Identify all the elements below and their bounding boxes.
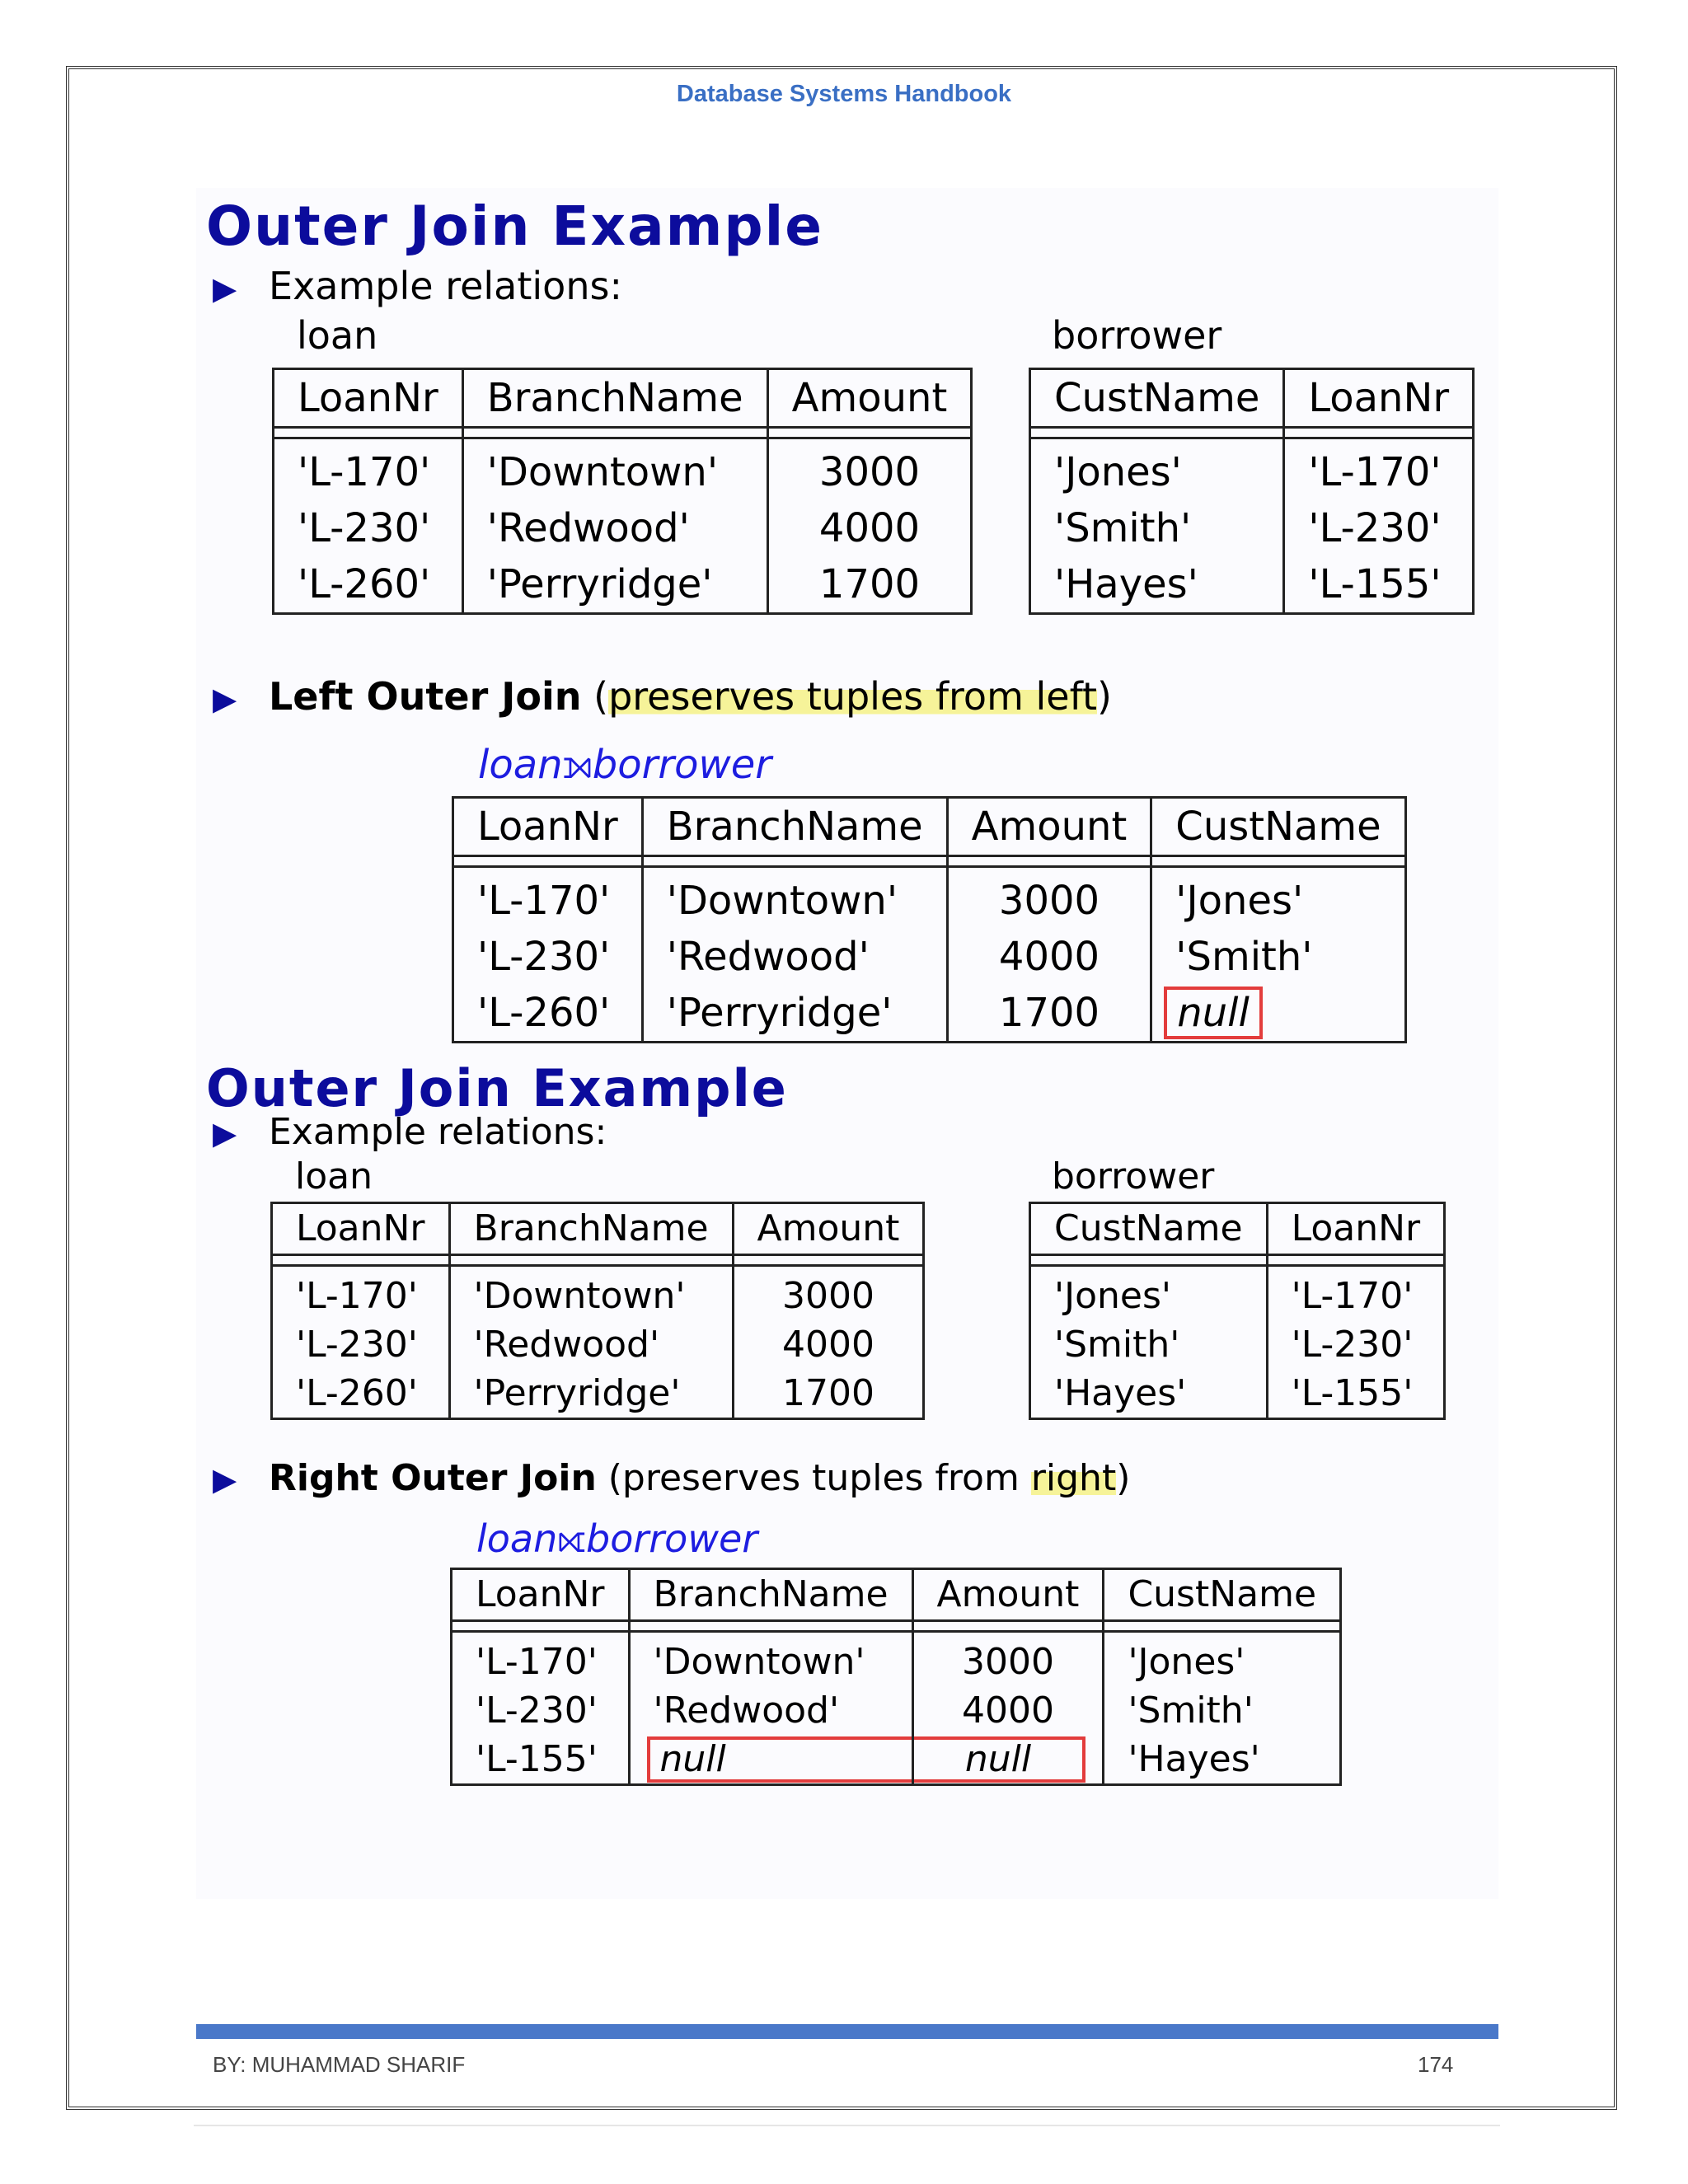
table-cell: 'Jones': [1030, 1266, 1268, 1321]
expr-left: loan: [476, 1516, 558, 1561]
bullet-left-outer-join: [213, 674, 1112, 719]
column-header: Amount: [947, 798, 1151, 856]
table-cell: 'Perryridge': [642, 985, 947, 1043]
table-cell: 'Redwood': [449, 1320, 733, 1369]
table-cell: 'Smith': [1104, 1686, 1341, 1735]
expr-left: loan: [478, 742, 563, 788]
borrower-relation-name: borrower: [1052, 313, 1222, 358]
slide-title: Outer Join Example: [206, 194, 824, 258]
table-cell: 'L-155': [452, 1735, 630, 1785]
table-row: [272, 1266, 924, 1321]
table-row: [272, 1320, 924, 1369]
table-cell: 3000: [947, 867, 1151, 930]
triangle-bullet-icon: ▶: [213, 1461, 237, 1497]
join-expression: [476, 1516, 757, 1563]
table-row: [1030, 1369, 1445, 1419]
bullet-example-relations: [213, 1111, 607, 1153]
column-header: BranchName: [449, 1203, 733, 1255]
table-cell: 'Smith': [1151, 929, 1405, 985]
column-header: CustName: [1104, 1569, 1341, 1621]
table-cell: 'Redwood': [629, 1686, 912, 1735]
table-cell: 'L-230': [452, 1686, 630, 1735]
table-cell: 1700: [733, 1369, 924, 1419]
table-cell: 4000: [912, 1686, 1104, 1735]
bullet-text: Example relations:: [269, 264, 622, 308]
table-cell: 'Jones': [1104, 1632, 1341, 1687]
loan-table: [270, 1202, 925, 1420]
bullet-text: Example relations:: [269, 1111, 607, 1153]
right-join-result-table: [450, 1568, 1342, 1786]
table-row: [453, 867, 1406, 930]
table-cell: 3000: [733, 1266, 924, 1321]
table-row: [452, 1632, 1341, 1687]
column-header: LoanNr: [272, 1203, 450, 1255]
table-cell: 'Perryridge': [449, 1369, 733, 1419]
table-cell: 'Jones': [1151, 867, 1405, 930]
bullet-right-outer-join: [213, 1457, 1130, 1499]
borrower-relation-name: borrower: [1052, 1155, 1215, 1197]
borrower-table: [1029, 368, 1475, 615]
loan-table: [272, 368, 973, 615]
table-cell: 4000: [767, 500, 972, 556]
table-cell: 'L-260': [453, 985, 643, 1043]
loan-relation-name: loan: [297, 313, 378, 358]
table-cell: 1700: [947, 985, 1151, 1043]
table-cell: 'L-230': [453, 929, 643, 985]
table-row: [453, 985, 1406, 1043]
null-branch: null: [659, 1737, 726, 1780]
running-head: Database Systems Handbook: [676, 81, 1012, 107]
bullet-example-relations: [213, 264, 622, 308]
column-header: Amount: [912, 1569, 1104, 1621]
null-value-highlight: [647, 1736, 912, 1783]
left-outer-join-symbol-icon: ⟕: [562, 742, 593, 788]
paren-open: (: [593, 674, 609, 719]
triangle-bullet-icon: ▶: [213, 681, 237, 717]
paren-close: ): [1097, 674, 1112, 719]
table-cell: 4000: [733, 1320, 924, 1369]
table-row: [452, 1686, 1341, 1735]
join-label: Left Outer Join: [269, 674, 582, 719]
table-cell: 1700: [767, 556, 972, 614]
table-cell: 'Redwood': [462, 500, 767, 556]
table-cell: [1151, 985, 1405, 1043]
column-header: LoanNr: [1284, 369, 1474, 428]
table-cell: 'L-260': [274, 556, 463, 614]
left-join-result-table: [452, 796, 1407, 1043]
table-cell: 'Hayes': [1030, 1369, 1268, 1419]
table-cell: 'L-260': [272, 1369, 450, 1419]
table-cell: 'L-170': [1267, 1266, 1445, 1321]
table-cell: 'L-170': [453, 867, 643, 930]
null-value-highlight: [914, 1736, 1086, 1783]
table-cell: 'L-170': [274, 438, 463, 501]
footer-rule: [194, 2125, 1500, 2126]
column-header: CustName: [1151, 798, 1405, 856]
slide-title: Outer Join Example: [206, 1058, 788, 1118]
column-header: CustName: [1030, 1203, 1268, 1255]
table-cell: 'Hayes': [1104, 1735, 1341, 1785]
table-cell: 'L-170': [452, 1632, 630, 1687]
triangle-bullet-icon: ▶: [213, 1115, 237, 1151]
table-cell: 'Jones': [1030, 438, 1284, 501]
right-outer-join-symbol-icon: ⟖: [557, 1516, 587, 1561]
column-header: LoanNr: [1267, 1203, 1445, 1255]
join-note: (preserves tuples from: [607, 1457, 1031, 1499]
slide-left-outer-join: [196, 188, 1498, 1058]
table-row: [1030, 1320, 1445, 1369]
table-row: [452, 1735, 1341, 1785]
table-cell: 'L-170': [272, 1266, 450, 1321]
table-cell: 4000: [947, 929, 1151, 985]
join-expression: [478, 742, 771, 789]
table-cell: 'Hayes': [1030, 556, 1284, 614]
table-row: [1030, 556, 1474, 614]
table-row: [274, 556, 972, 614]
table-cell: [629, 1735, 912, 1785]
table-row: [274, 500, 972, 556]
table-cell: 'Downtown': [642, 867, 947, 930]
table-cell: 'L-155': [1284, 556, 1474, 614]
expr-right: borrower: [586, 1516, 758, 1561]
column-header: BranchName: [629, 1569, 912, 1621]
footer-author: BY: MUHAMMAD SHARIF: [213, 2052, 466, 2077]
column-header: CustName: [1030, 369, 1284, 428]
null-value-highlight: null: [1164, 987, 1263, 1039]
page-number: 174: [1418, 2052, 1454, 2077]
table-cell: 'Redwood': [642, 929, 947, 985]
table-cell: 'Downtown': [449, 1266, 733, 1321]
table-cell: 'Perryridge': [462, 556, 767, 614]
table-row: [274, 438, 972, 501]
footer-bar: [196, 2024, 1498, 2039]
table-cell: 'L-230': [272, 1320, 450, 1369]
table-row: [1030, 500, 1474, 556]
table-row: [1030, 1266, 1445, 1321]
table-cell: 'Smith': [1030, 1320, 1268, 1369]
table-cell: 3000: [767, 438, 972, 501]
table-cell: 'Downtown': [629, 1632, 912, 1687]
table-cell: 'L-170': [1284, 438, 1474, 501]
table-cell: 3000: [912, 1632, 1104, 1687]
column-header: Amount: [767, 369, 972, 428]
join-label: Right Outer Join: [269, 1457, 597, 1499]
column-header: BranchName: [462, 369, 767, 428]
table-row: [453, 929, 1406, 985]
join-note-highlight: right: [1030, 1457, 1117, 1499]
table-row: [272, 1369, 924, 1419]
table-cell: 'Smith': [1030, 500, 1284, 556]
column-header: BranchName: [642, 798, 947, 856]
paren-close: ): [1116, 1457, 1131, 1499]
null-amount: null: [964, 1737, 1032, 1780]
triangle-bullet-icon: ▶: [213, 270, 237, 307]
table-cell: 'Downtown': [462, 438, 767, 501]
table-cell: 'L-230': [1267, 1320, 1445, 1369]
column-header: LoanNr: [452, 1569, 630, 1621]
table-cell: 'L-155': [1267, 1369, 1445, 1419]
table-cell: [912, 1735, 1104, 1785]
slide-right-outer-join: [196, 1058, 1498, 1899]
column-header: LoanNr: [453, 798, 643, 856]
borrower-table: [1029, 1202, 1446, 1420]
table-row: [1030, 438, 1474, 501]
table-cell: 'L-230': [274, 500, 463, 556]
table-cell: 'L-230': [1284, 500, 1474, 556]
join-note-highlight: preserves tuples from left: [608, 674, 1098, 719]
column-header: Amount: [733, 1203, 924, 1255]
column-header: LoanNr: [274, 369, 463, 428]
expr-right: borrower: [592, 742, 771, 788]
loan-relation-name: loan: [295, 1155, 373, 1197]
